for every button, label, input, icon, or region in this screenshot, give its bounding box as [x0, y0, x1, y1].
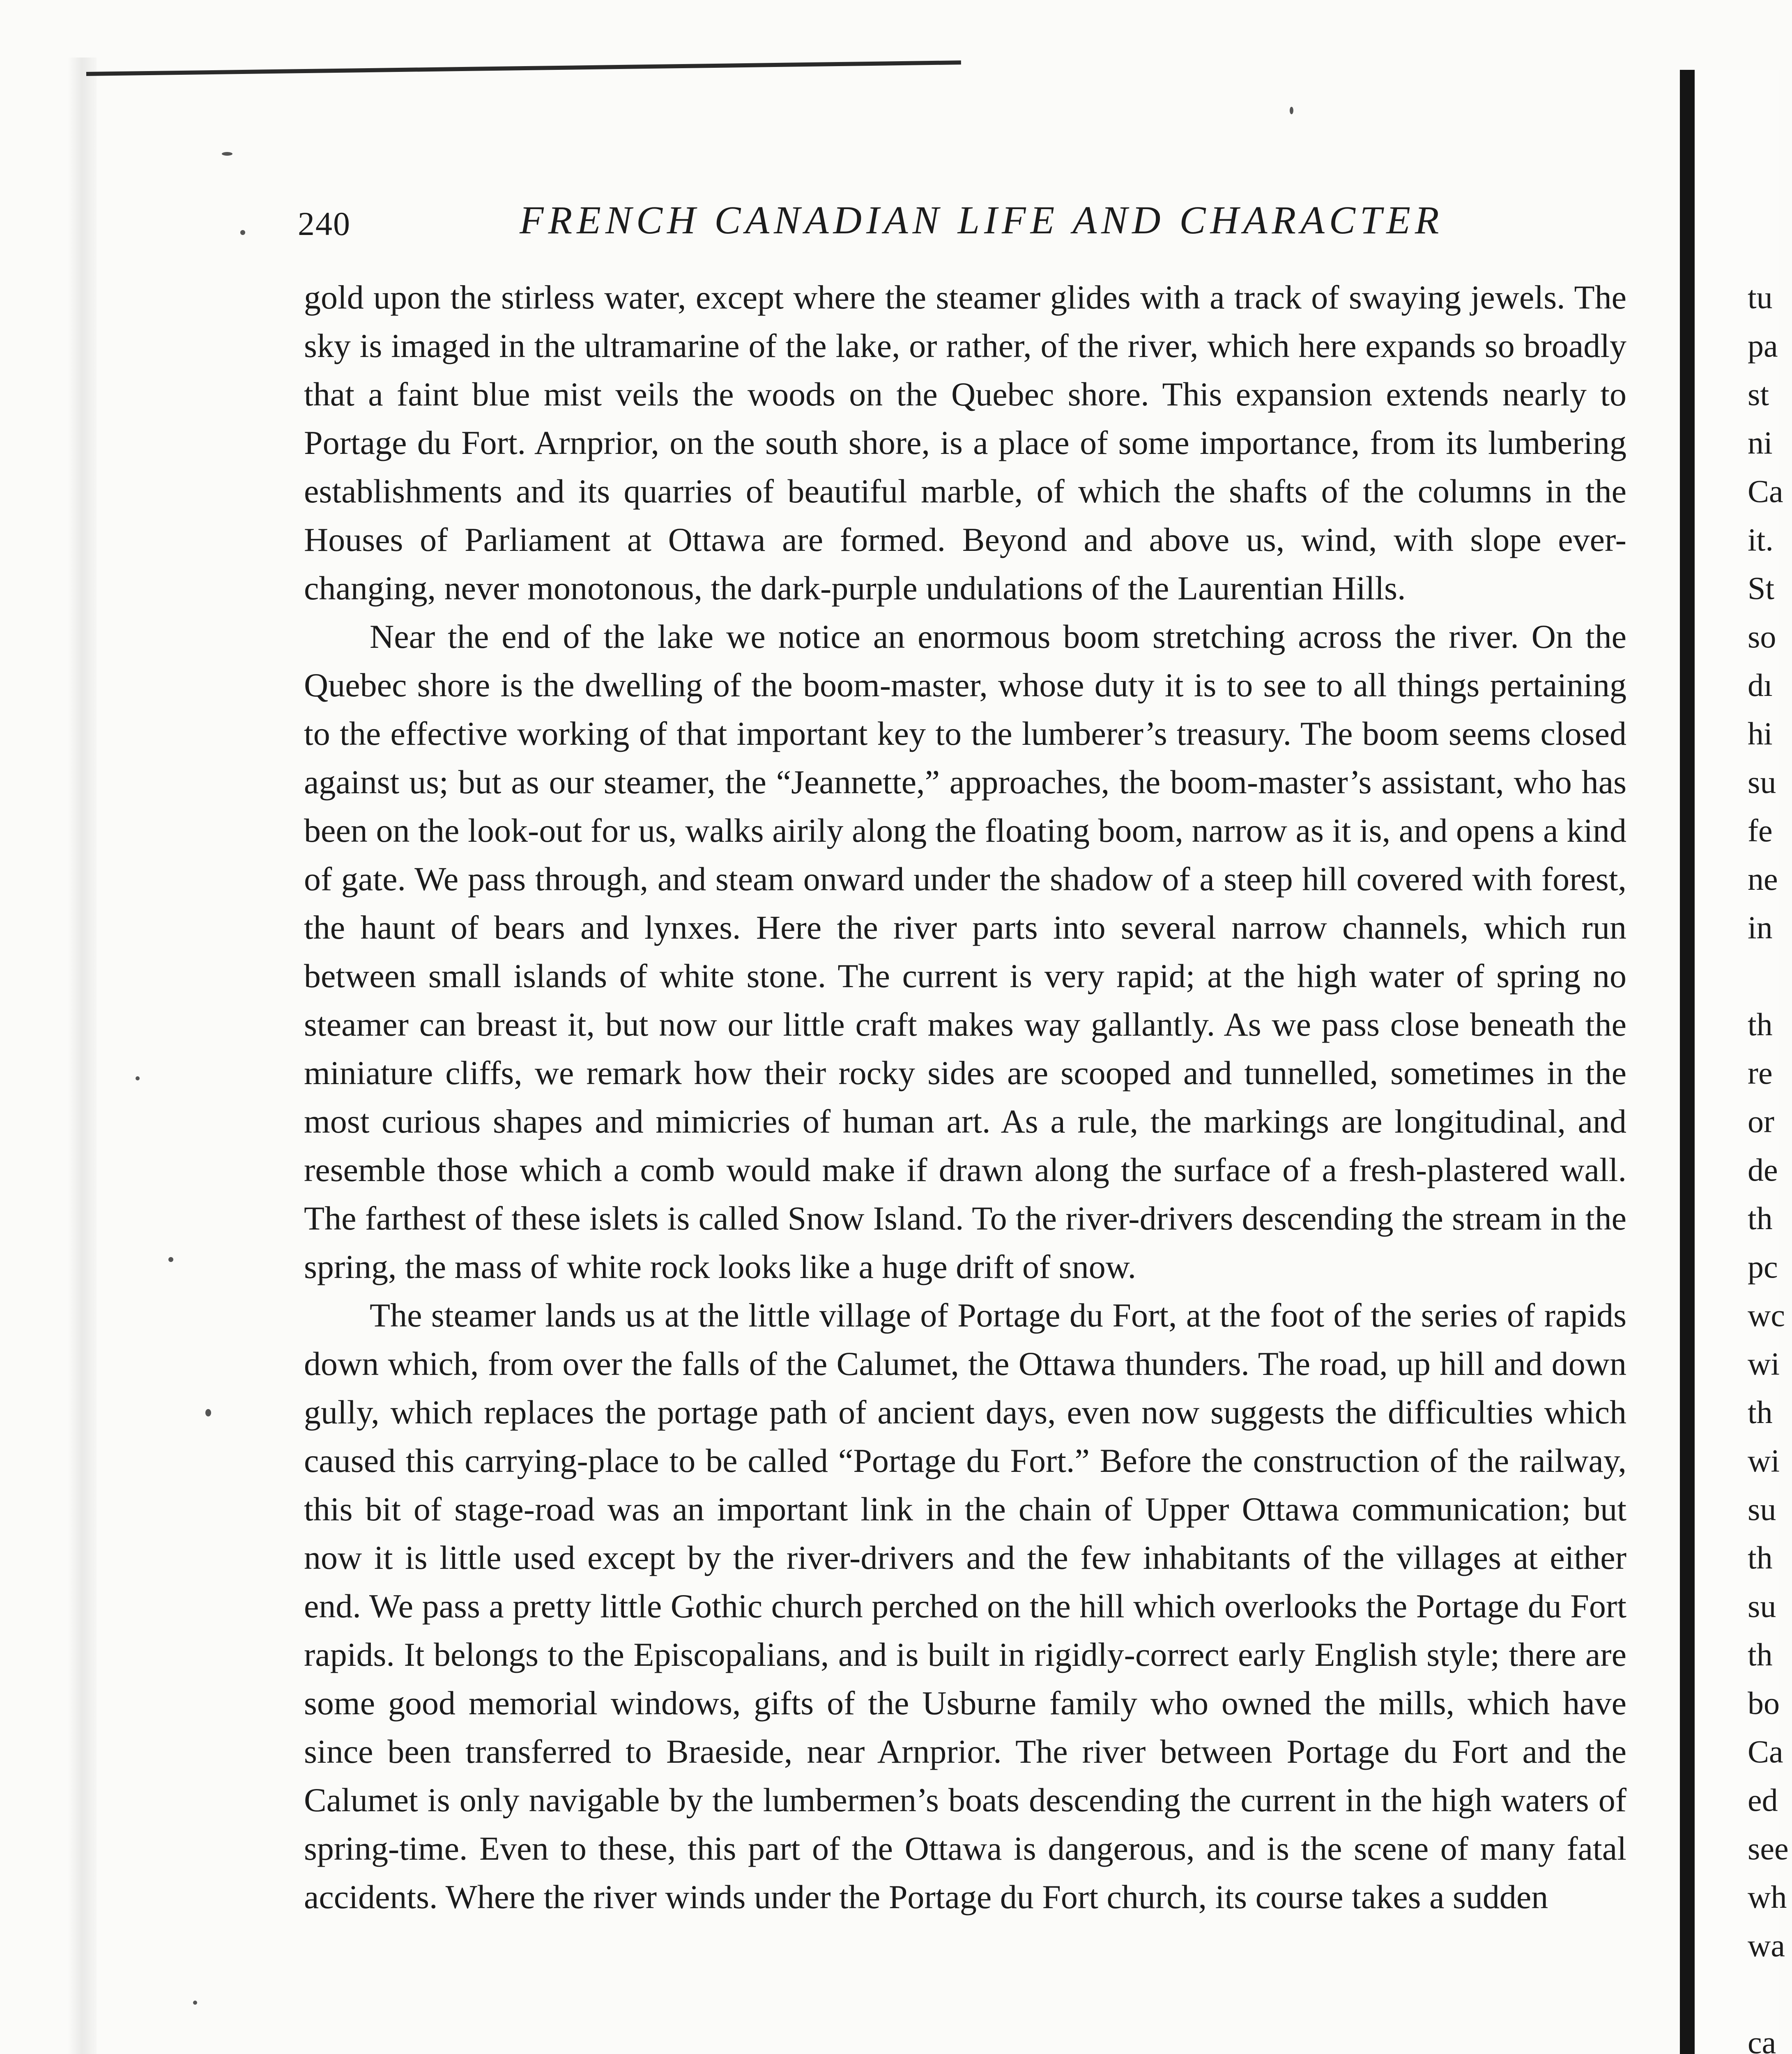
fragment-gap [1748, 952, 1779, 1000]
fragment-line: in [1748, 910, 1773, 945]
fragment-line: or [1748, 1103, 1774, 1139]
fragment-line: wc [1748, 1297, 1785, 1333]
fragment-line: th [1748, 1200, 1773, 1236]
fragment-gap [1748, 1970, 1779, 2018]
fragment-line: Ca [1748, 1734, 1783, 1769]
top-rule [86, 60, 961, 76]
paragraph-2: Near the end of the lake we notice an enormous boom stretching across the river. On the Quebec shore is the dwelling of the boom-master, whose duty it is to see to all things pertaining to the effective working of that important key to the lumberer’s treasury. The boom seems closed against us; but as our steamer, the “Jeannette,” approaches, the boom-master’s assistant, who has been on the look-out for us, walks airily along the floating boom, narrow as it is, and opens a kind of gate. We pass through, and steam onward under the shadow of a steep hill covered with forest, the haunt of bears and lynxes. Here the river parts into several narrow channels, which run between small islands of white stone. The current is very rapid; at the high water of spring no steamer can breast it, but now our little craft makes way gallantly. As we pass close beneath the miniature cliffs, we remark how their rocky sides are scooped and tunnelled, sometimes in the most curious shapes and mimicries of human art. As a rule, the markings are longitudinal, and resemble those which a comb would make if drawn along the surface of a fresh-plastered wall. The farthest of these islets is called Snow Island. To the river-drivers descending the stream in the spring, the mass of white rock looks like a huge drift of snow. [304, 618, 1626, 1285]
fragment-line: th [1748, 1637, 1773, 1672]
fragment-line: su [1748, 1491, 1776, 1527]
fragment-line: tu [1748, 279, 1773, 315]
fragment-line: th [1748, 1540, 1773, 1575]
fragment-line: ne [1748, 861, 1778, 897]
page-header [298, 197, 1661, 255]
fragment-line: su [1748, 1588, 1776, 1624]
fragment-line: st [1748, 376, 1769, 412]
page-gutter-bar [1680, 70, 1695, 2054]
scan-speck [205, 1409, 211, 1416]
fragment-line: ca [1748, 2024, 1776, 2054]
fragment-line: dı [1748, 667, 1773, 703]
fragment-line: bo [1748, 1685, 1780, 1721]
fragment-line: th [1748, 1394, 1773, 1430]
scan-left-edge-shadow [68, 58, 97, 2054]
adjacent-page-fragments [1748, 273, 1789, 2054]
fragment-line: wh [1748, 1879, 1787, 1915]
page-number: 240 [298, 205, 351, 242]
fragment-line: wi [1748, 1443, 1780, 1478]
scan-speck [1290, 107, 1293, 114]
fragment-line: Ca [1748, 473, 1783, 509]
fragment-line: ed [1748, 1782, 1778, 1818]
scan-speck [193, 2001, 197, 2005]
scan-speck [240, 230, 245, 235]
body-text [304, 273, 1626, 1921]
scan-speck [168, 1257, 173, 1262]
scan-speck [222, 152, 232, 156]
fragment-line: pa [1748, 328, 1778, 364]
paragraph-1: gold upon the stirless water, except where the steamer glides with a track of swaying jewels. The sky is imaged in the ultramarine of the lake, or rather, of the river, which here expands so broadly that a faint blue mist veils the woods on the Quebec shore. This expansion extends nearly to Portage du Fort. Arnprior, on the south shore, is a place of some importance, from its lumbering establishments and its quarries of beautiful marble, of which the shafts of the columns in the Houses of Parliament at Ottawa are formed. Beyond and above us, wind, with slope ever-changing, never monotonous, the dark-purple undulations of the Laurentian Hills. [304, 279, 1626, 607]
fragment-line: St [1748, 570, 1775, 606]
fragment-line: wa [1748, 1927, 1785, 1963]
fragment-line: th [1748, 1006, 1773, 1042]
scan-speck [136, 1076, 140, 1080]
fragment-line: see [1748, 1831, 1789, 1866]
fragment-line: su [1748, 764, 1776, 800]
fragment-line: it. [1748, 522, 1774, 557]
fragment-line: so [1748, 619, 1776, 654]
fragment-line: hi [1748, 716, 1773, 751]
fragment-line: wi [1748, 1346, 1780, 1382]
fragment-line: de [1748, 1152, 1778, 1188]
fragment-line: pc [1748, 1249, 1778, 1285]
fragment-line: re [1748, 1055, 1773, 1091]
running-title: FRENCH CANADIAN LIFE AND CHARACTER [520, 198, 1444, 242]
paragraph-3: The steamer lands us at the little village of Portage du Fort, at the foot of the series of rapids down which, from over the falls of the Calumet, the Ottawa thunders. The road, up hill and down gully, which replaces the portage path of ancient days, even now suggests the difficulties which caused this carrying-place to be called “Portage du Fort.” Before the construction of the railway, this bit of stage-road was an important link in the chain of Upper Ottawa communication; but now it is little used except by the river-drivers and the few inhabitants of the villages at either end. We pass a pretty little Gothic church perched on the hill which overlooks the Portage du Fort rapids. It belongs to the Episcopalians, and is built in rigidly-correct early English style; there are some good memorial windows, gifts of the Usburne family who owned the mills, which have since been transferred to Braeside, near Arnprior. The river between Portage du Fort and the Calumet is only navigable by the lumbermen’s boats descending the current in the high waters of spring-time. Even to these, this part of the Ottawa is dangerous, and is the scene of many fatal accidents. Where the river winds under the Portage du Fort church, its course takes a sudden [304, 1296, 1626, 1916]
fragment-line: fe [1748, 813, 1773, 848]
fragment-line: ni [1748, 425, 1773, 461]
